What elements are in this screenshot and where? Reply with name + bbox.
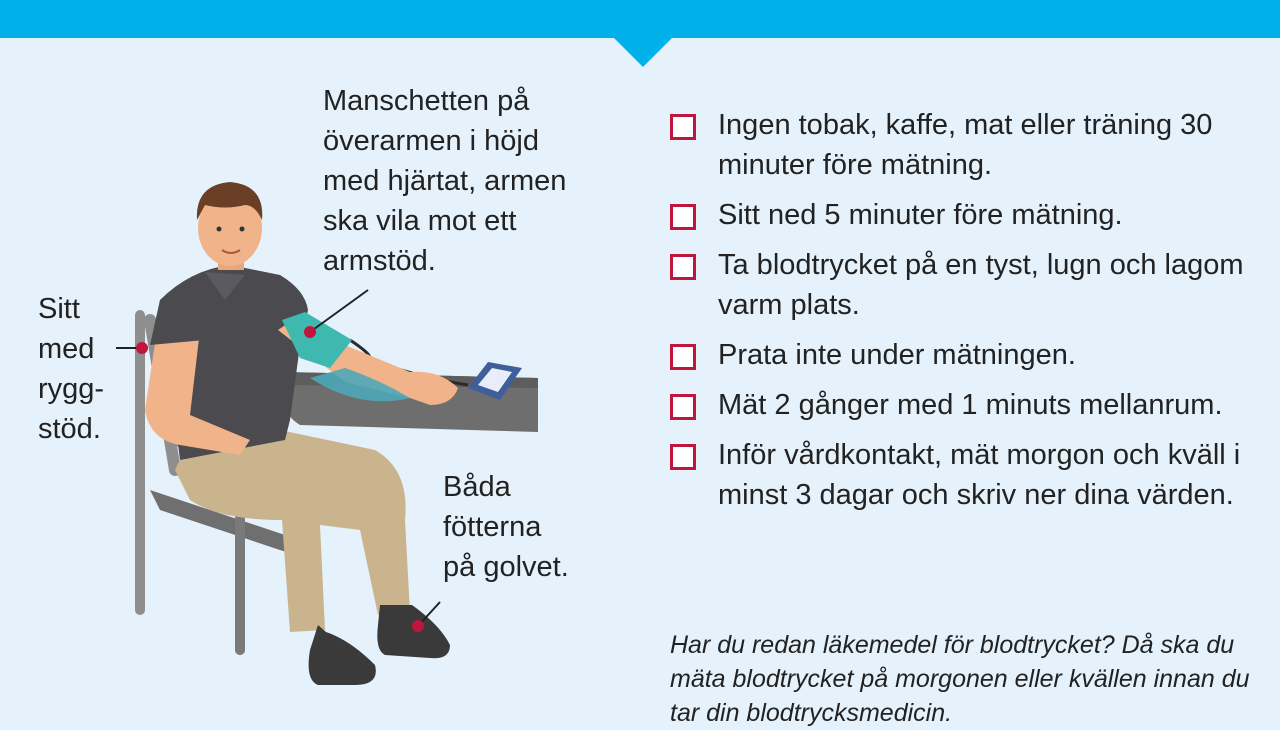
checklist-item-text: Ingen tobak, kaffe, mat eller träning 30 minuter före mätning. bbox=[718, 109, 1213, 181]
checklist-item bbox=[670, 195, 1270, 235]
checklist-item-text: Sitt ned 5 minuter före mätning. bbox=[718, 199, 1123, 231]
checklist-item-text: Ta blodtrycket på en tyst, lugn och lagom varm plats. bbox=[718, 249, 1244, 321]
checklist-item-text: Inför vårdkontakt, mät morgon och kväll i minst 3 dagar och skriv ner dina värden. bbox=[718, 439, 1241, 511]
checklist bbox=[670, 105, 1270, 525]
checklist-item bbox=[670, 245, 1270, 325]
cuff-label: Manschetten på överarmen i höjd med hjärtat, armen ska vila mot ett armstöd. bbox=[323, 85, 567, 277]
checkbox-icon[interactable] bbox=[670, 254, 696, 280]
checkbox-icon[interactable] bbox=[670, 444, 696, 470]
checklist-item bbox=[670, 335, 1270, 375]
checkbox-icon[interactable] bbox=[670, 394, 696, 420]
checkbox-icon[interactable] bbox=[670, 344, 696, 370]
checklist-item bbox=[670, 385, 1270, 425]
checklist-item bbox=[670, 435, 1270, 515]
backrest-label: Sitt med rygg- stöd. bbox=[38, 293, 105, 445]
person-head bbox=[197, 182, 262, 270]
checklist-item-text: Prata inte under mätningen. bbox=[718, 339, 1076, 371]
checklist-item bbox=[670, 105, 1270, 185]
medication-note: Har du redan läkemedel för blodtrycket? Då ska du mäta blodtrycket på morgonen eller kvällen innan du tar din blodtrycksmedicin. bbox=[670, 631, 1250, 727]
feet-label: Båda fötterna på golvet. bbox=[443, 471, 569, 583]
checkbox-icon[interactable] bbox=[670, 114, 696, 140]
top-banner bbox=[0, 0, 1280, 38]
person-legs bbox=[175, 430, 450, 685]
checklist-item-text: Mät 2 gånger med 1 minuts mellanrum. bbox=[718, 389, 1223, 421]
checkbox-icon[interactable] bbox=[670, 204, 696, 230]
